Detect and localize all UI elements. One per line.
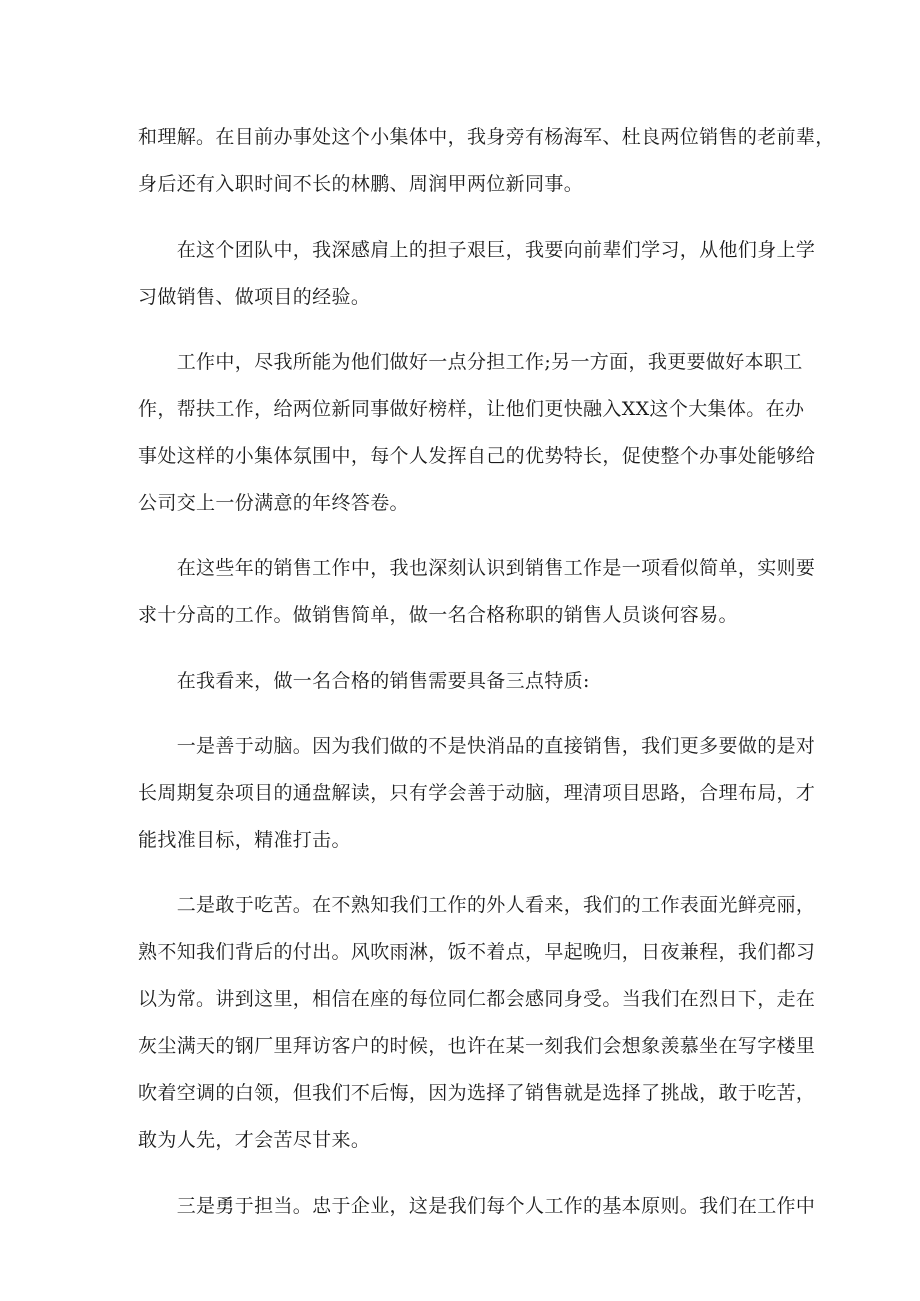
text-line: 习做销售、做项目的经验。: [138, 286, 371, 308]
text-line: 熟不知我们背后的付出。风吹雨淋，饭不着点，早起晚归，日夜兼程，我们都习: [138, 941, 816, 963]
text-line: 吹着空调的白领，但我们不后悔，因为选择了销售就是选择了挑战，敢于吃苦，: [138, 1082, 816, 1104]
text-line: 作，帮扶工作，给两位新同事做好榜样，让他们更快融入XX这个大集体。在办: [138, 398, 805, 420]
text-line: 一是善于动脑。因为我们做的不是快消品的直接销售，我们更多要做的是对: [138, 735, 816, 757]
text-line: 敢为人先，才会苦尽甘来。: [138, 1129, 371, 1151]
text-line: 灰尘满天的钢厂里拜访客户的时候，也许在某一刻我们会想象羡慕坐在写字楼里: [138, 1035, 816, 1057]
text-line: 和理解。在目前办事处这个小集体中，我身旁有杨海军、杜良两位销售的老前辈，: [138, 126, 835, 148]
text-line: 能找准目标，精准打击。: [138, 829, 351, 851]
text-line: 二是敢于吃苦。在不熟知我们工作的外人看来，我们的工作表面光鲜亮丽，: [138, 894, 816, 916]
text-line: 以为常。讲到这里，相信在座的每位同仁都会感同身受。当我们在烈日下，走在: [138, 988, 816, 1010]
text-line: 公司交上一份满意的年终答卷。: [138, 492, 409, 514]
text-line: 在这些年的销售工作中，我也深刻认识到销售工作是一项看似简单，实则要: [138, 557, 816, 579]
text-line: 在我看来，做一名合格的销售需要具备三点特质:: [138, 670, 590, 692]
text-line: 工作中，尽我所能为他们做好一点分担工作;另一方面，我更要做好本职工: [138, 351, 803, 373]
text-line: 在这个团队中，我深感肩上的担子艰巨，我要向前辈们学习，从他们身上学: [138, 239, 816, 261]
text-line: 身后还有入职时间不长的林鹏、周润甲两位新同事。: [138, 173, 584, 195]
text-line: 求十分高的工作。做销售简单，做一名合格称职的销售人员谈何容易。: [138, 604, 738, 626]
text-line: 三是勇于担当。忠于企业，这是我们每个人工作的基本原则。我们在工作中: [138, 1195, 816, 1217]
text-line: 事处这样的小集体氛围中，每个人发挥自己的优势特长，促使整个办事处能够给: [138, 445, 816, 467]
text-line: 长周期复杂项目的通盘解读，只有学会善于动脑，理清项目思路，合理布局，才: [138, 782, 816, 804]
